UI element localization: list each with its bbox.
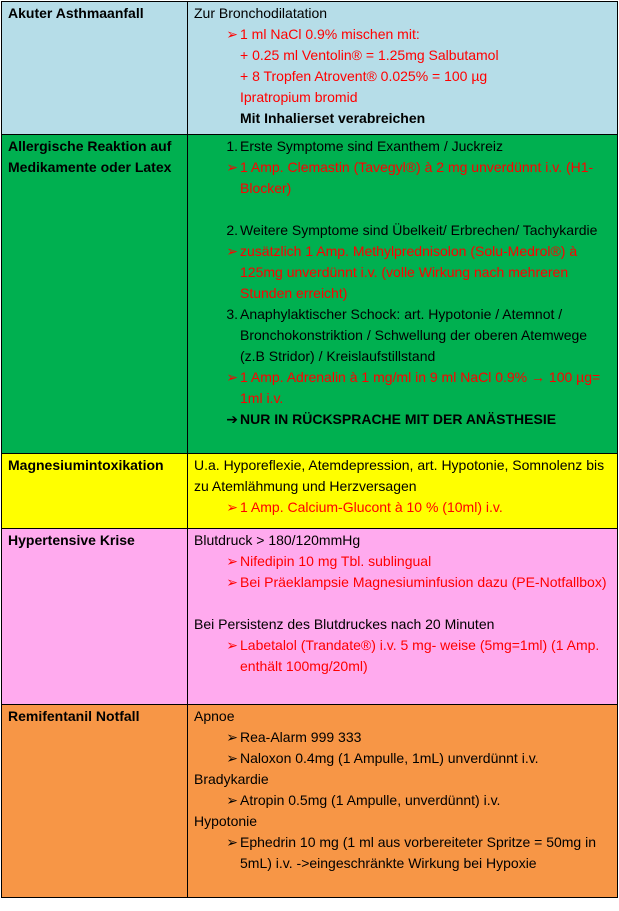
action-text: Naloxon 0.4mg (1 Ampulle, 1mL) unverdünnt i.v.	[240, 750, 539, 766]
arrowhead-bullet-icon: ➢	[226, 637, 238, 653]
content-asthma	[188, 2, 618, 135]
section-heading: Bradykardie	[194, 771, 269, 787]
row-remifentanil	[2, 705, 618, 898]
treatment-text: 1 Amp. Calcium-Glucont à 10 % (10ml) i.v.	[240, 499, 503, 515]
spacer	[194, 199, 611, 220]
title-magnesium: Magnesiumintoxikation	[2, 454, 188, 529]
content-remifentanil	[188, 705, 618, 898]
row-asthma	[2, 2, 618, 135]
allergy-treatment	[194, 157, 611, 199]
treatment-text: zusätzlich 1 Amp. Methylprednisolon (Solu-Medrol®) à 125mg unverdünnt i.v. (volle Wirkung nach mehreren Stunden erreicht)	[240, 243, 578, 301]
asthma-red-line: + 0.25 ml Ventolin® = 1.25mg Salbutamol	[240, 47, 499, 63]
treatment-text: 1 Amp. Adrenalin à 1 mg/ml in 9 ml NaCl 0.9% → 100 µg= 1ml i.v.	[240, 369, 601, 406]
arrowhead-bullet-icon: ➢	[226, 729, 238, 745]
remi-action	[194, 748, 611, 769]
arrowhead-bullet-icon: ➢	[226, 243, 238, 259]
row-hypertensive	[2, 529, 618, 705]
action-text: Atropin 0.5mg (1 Ampulle, unverdünnt) i.v.	[240, 792, 501, 808]
content-magnesium	[188, 454, 618, 529]
treatment-text: Labetalol (Trandate®) i.v. 5 mg- weise (5mg=1ml) (1 Amp. enthält 100mg/20ml)	[240, 637, 600, 674]
magnesium-treatment	[194, 497, 611, 518]
allergy-final-note	[194, 409, 611, 430]
allergy-item	[194, 220, 611, 241]
title-allergy: Allergische Reaktion auf Medikamente oder Latex	[2, 135, 188, 454]
title-hypertensive: Hypertensive Krise	[2, 529, 188, 705]
row-allergy	[2, 135, 618, 454]
section-heading: Apnoe	[194, 708, 235, 724]
asthma-red-line: + 8 Tropfen Atrovent® 0.025% = 100 µg	[240, 68, 488, 84]
asthma-intro: Zur Bronchodilatation	[194, 5, 328, 21]
arrowhead-bullet-icon: ➢	[226, 369, 238, 385]
arrowhead-bullet-icon: ➢	[226, 499, 238, 515]
action-text: Rea-Alarm 999 333	[240, 729, 362, 745]
content-allergy	[188, 135, 618, 454]
item-number: 1.	[226, 138, 238, 154]
treatment-text: Nifedipin 10 mg Tbl. sublingual	[240, 553, 432, 569]
arrowhead-bullet-icon: ➢	[226, 574, 238, 590]
arrowhead-bullet-icon: ➢	[226, 834, 238, 850]
item-number: 2.	[226, 222, 238, 238]
allergy-item	[194, 136, 611, 157]
row-magnesium	[2, 454, 618, 529]
remi-action	[194, 727, 611, 748]
hypertensive-treatment	[194, 551, 611, 572]
section-heading: Hypotonie	[194, 813, 258, 829]
remi-action	[194, 832, 611, 874]
right-arrow-icon: ➔	[226, 411, 238, 427]
asthma-bold-line: Mit Inhalierset verabreichen	[240, 110, 426, 126]
arrowhead-bullet-icon: ➢	[226, 553, 238, 569]
content-hypertensive	[188, 529, 618, 705]
title-asthma: Akuter Asthmaanfall	[2, 2, 188, 135]
emergency-table	[1, 1, 618, 898]
allergy-item	[194, 304, 611, 367]
item-number: 3.	[226, 306, 238, 322]
asthma-red-line: Ipratropium bromid	[240, 89, 358, 105]
hypertensive-persistence-treatment	[194, 635, 611, 677]
item-text: Erste Symptome sind Exanthem / Juckreiz	[240, 138, 503, 154]
final-note-text: NUR IN RÜCKSPRACHE MIT DER ANÄSTHESIE	[240, 411, 557, 427]
remi-action	[194, 790, 611, 811]
arrowhead-bullet-icon: ➢	[226, 750, 238, 766]
title-remifentanil: Remifentanil Notfall	[2, 705, 188, 898]
arrowhead-bullet-icon: ➢	[226, 792, 238, 808]
treatment-text: 1 Amp. Clemastin (Tavegyl®) à 2 mg unverdünnt i.v. (H1-Blocker)	[240, 159, 594, 196]
hypertensive-treatment	[194, 572, 611, 593]
allergy-treatment	[194, 367, 611, 409]
arrowhead-bullet-icon: ➢	[226, 159, 238, 175]
item-text: Weitere Symptome sind Übelkeit/ Erbrechen/ Tachykardie	[240, 222, 598, 238]
spacer	[194, 593, 611, 614]
treatment-text: Bei Präeklampsie Magnesiuminfusion dazu (PE-Notfallbox)	[240, 574, 607, 590]
hypertensive-persistence: Bei Persistenz des Blutdruckes nach 20 Minuten	[194, 616, 495, 632]
action-text: Ephedrin 10 mg (1 ml aus vorbereiteter Spritze = 50mg in 5mL) i.v. ->eingeschränkte Wirkung bei Hypoxie	[240, 834, 597, 871]
asthma-treatment	[194, 24, 611, 129]
asthma-red-line: 1 ml NaCl 0.9% mischen mit:	[240, 26, 420, 42]
arrowhead-bullet-icon: ➢	[226, 26, 238, 42]
allergy-treatment	[194, 241, 611, 304]
magnesium-intro: U.a. Hyporeflexie, Atemdepression, art. Hypotonie, Somnolenz bis zu Atemlähmung und Herzversagen	[194, 457, 605, 494]
hypertensive-intro: Blutdruck > 180/120mmHg	[194, 532, 361, 548]
item-text: Anaphylaktischer Schock: art. Hypotonie / Atemnot / Bronchokonstriktion / Schwellung der oberen Atemwege (z.B Stridor) / Kreislaufstillstand	[240, 306, 588, 364]
